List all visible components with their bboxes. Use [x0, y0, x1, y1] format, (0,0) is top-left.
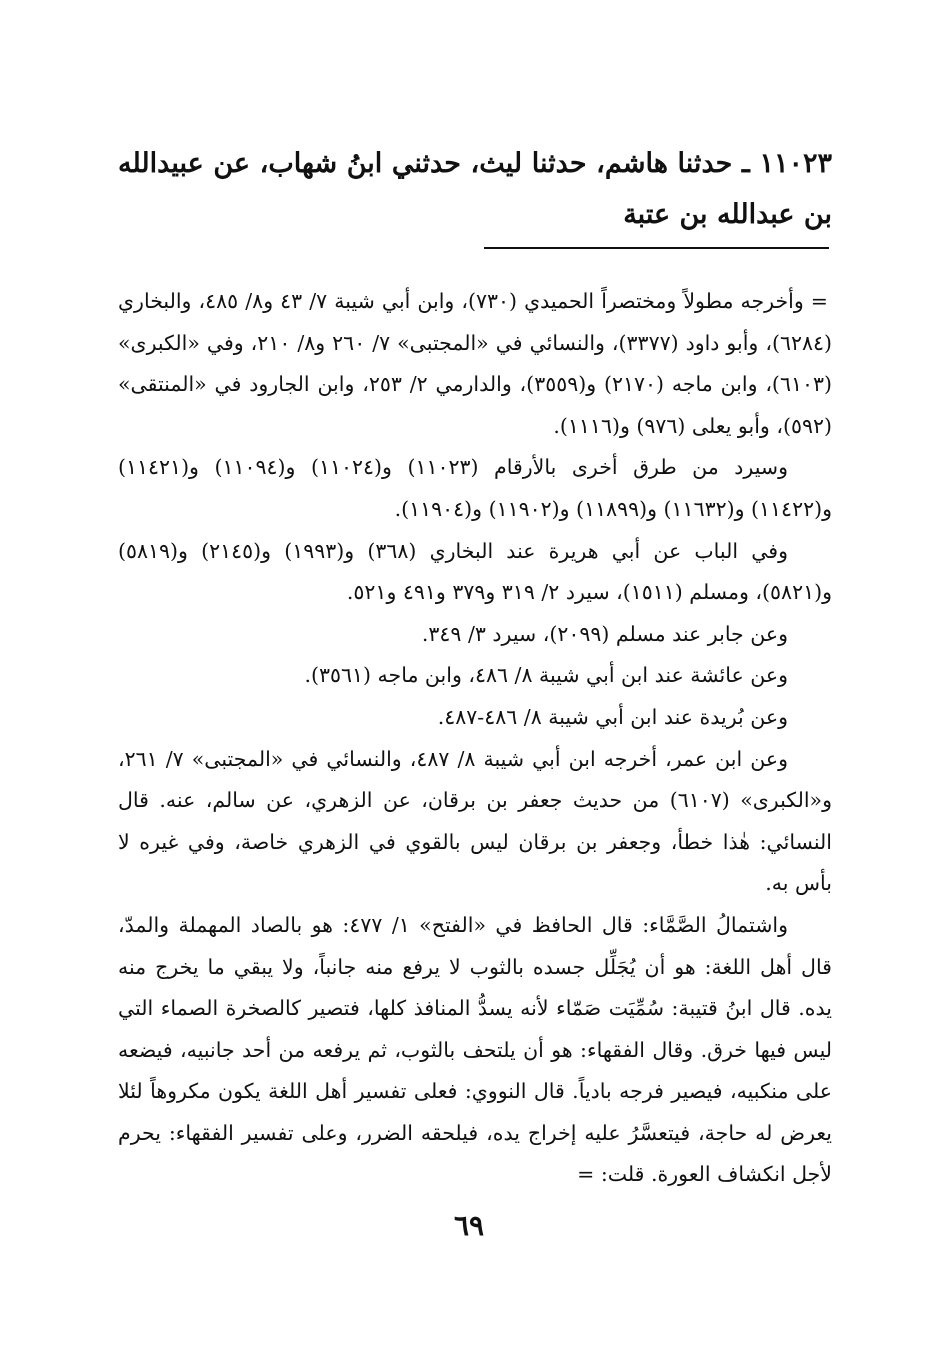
footnote-paragraph: وعن عائشة عند ابن أبي شيبة ٨/ ٤٨٦، وابن ماجه (٣٥٦١). [304, 663, 788, 688]
footnote-paragraph: وفي الباب عن أبي هريرة عند البخاري (٣٦٨) و(١٩٩٣) و(٢١٤٥) و(٥٨١٩) و(٥٨٢١)، ومسلم (١٥١١)، سيرد ٢/ ٣١٩ و٣٧٩ و٤٩١ و٥٢١. [118, 538, 832, 605]
footnote-paragraph: واشتمالُ الصَّمَّاء: قال الحافظ في «الفتح» ١/ ٤٧٧: هو بالصاد المهملة والمدّ، قال أهل اللغة: هو أن يُجَلِّل جسده بالثوب لا يرفع منه جانباً، ولا يبقي ما يخرج منه يده. قال ابنُ قتيبة: سُمِّيَت صَمّاء لأنه يسدُّ المنافذ كلها، فتصير كالصخرة الصماء التي ليس فيها خرق. وقال الفقهاء: هو أن يلتحف بالثوب، ثم يرفعه من أحد جانبيه، فيضعه على منكبيه، فيصير فرجه بادياً. قال النووي: فعلى تفسير أهل اللغة يكون مكروهاً لئلا يعرض له حاجة، فيتعسَّرُ عليه إخراج يده، فيلحقه الضرر، وعلى تفسير الفقهاء: يحرم لأجل انكشاف العورة. قلت: = [118, 912, 832, 1187]
hadith-text-block [118, 138, 832, 240]
footnotes-block [118, 281, 832, 1196]
hadith-text: ١١٠٢٣ ـ حدثنا هاشم، حدثنا ليث، حدثني ابنُ شهاب، عن عبيدالله بن عبدالله بن عتبة [118, 148, 832, 230]
footnote-separator [484, 247, 829, 249]
footnote-paragraph: = وأخرجه مطولاً ومختصراً الحميدي (٧٣٠)، وابن أبي شيبة ٧/ ٤٣ و٨/ ٤٨٥، والبخاري (٦٢٨٤)، وأبو داود (٣٣٧٧)، والنسائي في «المجتبى» ٧/ ٢٦٠ و٨/ ٢١٠، وفي «الكبرى» (٦١٠٣)، وابن ماجه (٢١٧٠) و(٣٥٥٩)، والدارمي ٢/ ٢٥٣، وابن الجارود في «المنتقى» (٥٩٢)، وأبو يعلى (٩٧٦) و(١١١٦). [118, 289, 832, 438]
footnote-paragraph: وعن جابر عند مسلم (٢٠٩٩)، سيرد ٣/ ٣٤٩. [421, 621, 788, 646]
page-number: ٦٩ [453, 1209, 485, 1242]
footnote-paragraph: وسيرد من طرق أخرى بالأرقام (١١٠٢٣) و(١١٠٢٤) و(١١٠٩٤) و(١١٤٢١) و(١١٤٢٢) و(١١٦٣٢) و(١١٨٩٩) و(١١٩٠٢) و(١١٩٠٤). [118, 455, 832, 521]
footnote-paragraph: وعن بُريدة عند ابن أبي شيبة ٨/ ٤٨٦-٤٨٧. [437, 704, 788, 729]
footnote-paragraph: وعن ابن عمر، أخرجه ابن أبي شيبة ٨/ ٤٨٧، والنسائي في «المجتبى» ٧/ ٢٦١، و«الكبرى» (٦١٠٧) من حديث جعفر بن برقان، عن الزهري، عن سالم، عنه. قال النسائي: هٰذا خطأ، وجعفر بن برقان ليس بالقوي في الزهري خاصة، وفي غيره لا بأس به. [118, 746, 832, 896]
